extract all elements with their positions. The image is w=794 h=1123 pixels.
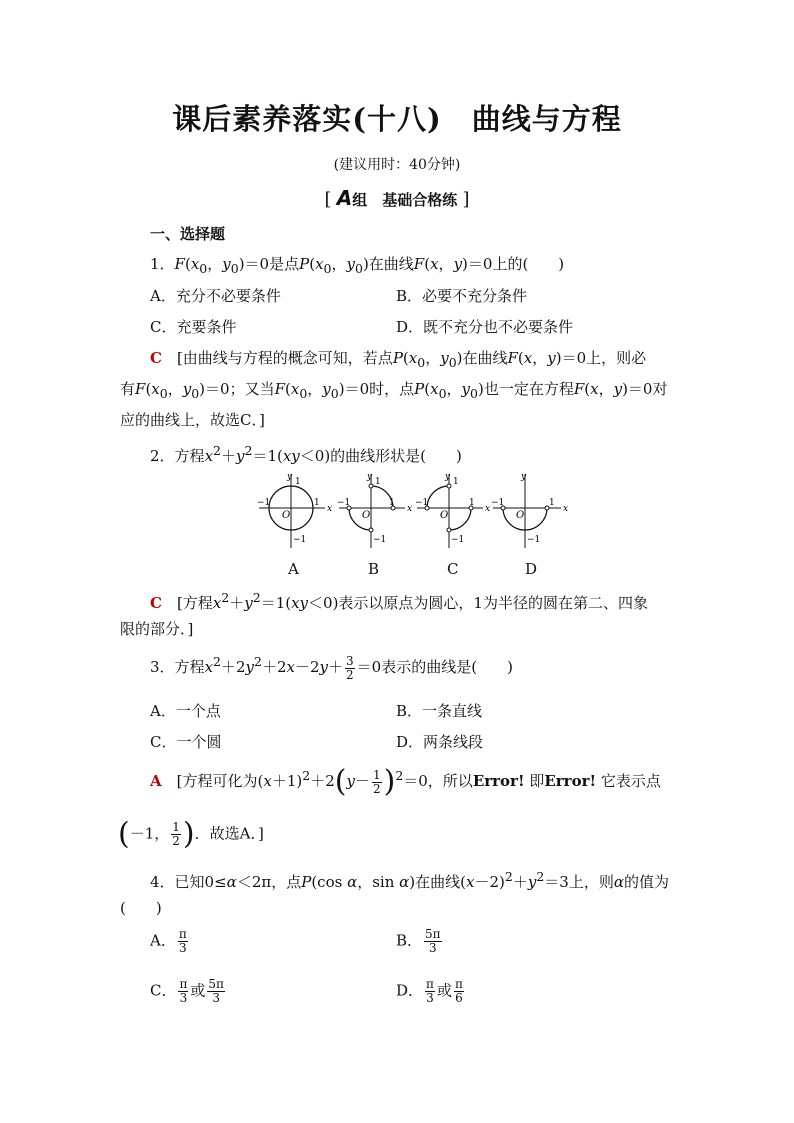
q1-option-a: A．充分不必要条件 xyxy=(150,287,281,305)
svg-text:−1: −1 xyxy=(491,498,505,508)
q2-label-d: D xyxy=(525,560,538,578)
question-1-number: 1． xyxy=(150,255,175,273)
svg-text:x: x xyxy=(563,504,569,514)
svg-text:−1: −1 xyxy=(415,498,429,508)
q3-option-c: C．一个圆 xyxy=(150,733,222,751)
svg-text:1: 1 xyxy=(295,477,301,487)
q3-option-a: A．一个点 xyxy=(150,702,221,720)
page-title: 课后素养落实(十八) 曲线与方程 xyxy=(172,102,622,136)
svg-text:O: O xyxy=(440,510,449,521)
svg-text:1: 1 xyxy=(549,498,555,508)
svg-text:y: y xyxy=(367,472,373,482)
q2-solution-line-1: C [方程$x^2+y^2=1(xy<0)$表示以原点为圆心，1为半径的圆在第二、四象 xyxy=(150,590,648,612)
q2-figure-b xyxy=(337,472,412,548)
q3-error-1: Error! xyxy=(472,772,525,790)
q2-figures xyxy=(255,470,575,552)
svg-text:1: 1 xyxy=(314,498,320,508)
svg-text:x: x xyxy=(485,504,491,514)
svg-text:−1: −1 xyxy=(373,535,387,545)
svg-text:−1: −1 xyxy=(257,498,271,508)
svg-text:1: 1 xyxy=(375,477,381,487)
svg-text:O: O xyxy=(282,510,291,521)
q1-option-b: B．必要不充分条件 xyxy=(396,287,528,305)
q4-answer-blank: ( ) xyxy=(120,899,162,917)
q4-option-a: A． $\frac{\pi}{3}$ xyxy=(150,927,187,955)
q3-option-b: B．一条直线 xyxy=(396,702,483,720)
q2-figure-d xyxy=(491,472,568,548)
q2-solution-line-2: 限的部分．] xyxy=(120,620,194,638)
q1-option-c: C．充要条件 xyxy=(150,318,237,336)
q4-option-c: C． $\frac{\pi}{3}$ 或 $\frac{5\pi}{3}$ xyxy=(150,977,224,1005)
q2-figure-a xyxy=(257,472,332,548)
q3-option-d: D．两条线段 xyxy=(396,733,484,751)
question-2: 2．方程$x^2+y^2=1(xy<0)$的曲线形状是( ) xyxy=(150,443,462,465)
q3-solution-line-2: (－1， $\frac{1}{2}$ )．故选A．] xyxy=(118,816,264,852)
question-4-number: 4． xyxy=(150,873,175,891)
question-3: 3．方程$x^2+2y^2+2x-2y+$ $\frac{3}{2}$ ＝0表示的曲线是( ) xyxy=(150,653,513,682)
q3-error-2: Error! xyxy=(544,772,597,790)
question-3-number: 3． xyxy=(150,658,175,676)
svg-text:y: y xyxy=(445,472,451,482)
q2-label-c: C xyxy=(447,560,459,578)
group-letter: A xyxy=(336,186,353,210)
svg-text:O: O xyxy=(362,510,371,521)
group-label: 组 基础合格练 xyxy=(352,191,458,209)
svg-text:1: 1 xyxy=(469,498,475,508)
q4-option-d: D． $\frac{\pi}{3}$ 或 $\frac{\pi}{6}$ xyxy=(396,977,463,1005)
svg-text:1: 1 xyxy=(453,477,459,487)
q1-solution-line-2: 有$F(x_0$，$y_0)=0$；又当$F(x_0$，$y_0)=0$时，点$P(x_0$，$y_0$)也一定在方程F(x，y)＝0对 xyxy=(120,380,668,401)
q2-answer: C xyxy=(150,594,162,612)
svg-text:y: y xyxy=(521,472,527,482)
q2-label-a: A xyxy=(288,560,299,578)
q2-label-b: B xyxy=(368,560,380,578)
q1-option-d: D．既不充分也不必要条件 xyxy=(396,318,574,336)
svg-text:O: O xyxy=(516,510,525,521)
svg-text:−1: −1 xyxy=(337,498,351,508)
svg-text:−1: −1 xyxy=(527,535,541,545)
suggested-time: (建议用时：40分钟) xyxy=(333,157,461,173)
svg-text:x: x xyxy=(327,504,333,514)
question-2-number: 2． xyxy=(150,447,175,465)
q2-figure-c xyxy=(415,472,490,548)
svg-text:−1: −1 xyxy=(451,535,465,545)
section-heading: 一、选择题 xyxy=(150,225,226,243)
svg-text:y: y xyxy=(287,472,293,482)
group-heading xyxy=(0,186,794,210)
q1-solution-line-1: C [由曲线与方程的概念可知，若点$P(x_0$，$y_0$)在曲线F(x，y)＝0上，则必 xyxy=(150,349,647,370)
svg-text:1: 1 xyxy=(389,498,395,508)
q1-answer: C xyxy=(150,349,162,367)
question-1: 1．$F(x_0$，$y_0)=0$是点$P(x_0$，$y_0$)在曲线F(x，y)＝0上的( ) xyxy=(150,255,565,276)
svg-text:−1: −1 xyxy=(293,535,307,545)
bracket-right: ] xyxy=(462,189,470,210)
q1-solution-line-3: 应的曲线上，故选C．] xyxy=(120,411,265,429)
q4-option-b: B． $\frac{5\pi}{3}$ xyxy=(396,927,441,955)
svg-text:x: x xyxy=(407,504,413,514)
question-4: 4．已知0≤α＜2π，点P(cos α，sin α)在曲线$(x-2)^2+y^2=3$上，则α的值为 xyxy=(150,869,669,891)
q3-answer: A xyxy=(150,772,162,790)
bracket-left: [ xyxy=(324,189,332,210)
q3-solution-line-1: A [方程可化为$(x+1)^2+2(y-$ $\frac{1}{2}$ )$^2$＝0，所以Error! 即Error! 它表示点 xyxy=(150,764,661,799)
